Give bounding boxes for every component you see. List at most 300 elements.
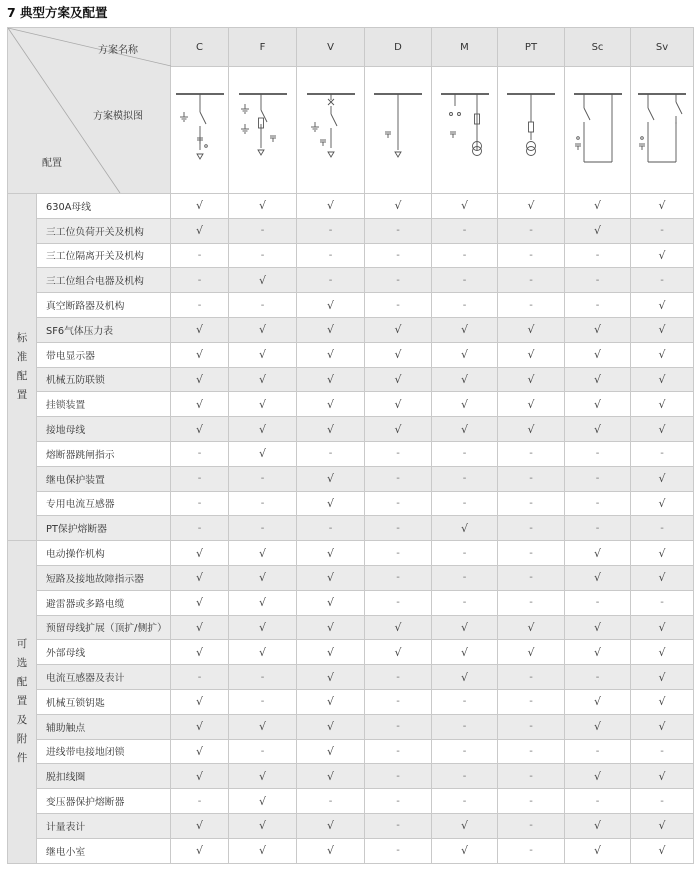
row-label: 短路及接地故障指示器 bbox=[37, 565, 171, 590]
row-label: 专用电流互感器 bbox=[37, 491, 171, 516]
dash-mark: - bbox=[498, 764, 565, 789]
check-mark: √ bbox=[432, 194, 498, 219]
row-label: 三工位隔离开关及机构 bbox=[37, 243, 171, 268]
dash-mark: - bbox=[498, 516, 565, 541]
check-mark: √ bbox=[565, 342, 631, 367]
check-mark: √ bbox=[171, 590, 229, 615]
check-mark: √ bbox=[297, 640, 365, 665]
table-row bbox=[8, 665, 694, 690]
check-mark: √ bbox=[631, 417, 694, 442]
dash-mark: - bbox=[631, 739, 694, 764]
dash-mark: - bbox=[498, 739, 565, 764]
dash-mark: - bbox=[498, 491, 565, 516]
dash-mark: - bbox=[229, 491, 297, 516]
check-mark: √ bbox=[297, 342, 365, 367]
scheme-diagram-f bbox=[229, 67, 297, 194]
check-mark: √ bbox=[297, 838, 365, 863]
check-mark: √ bbox=[565, 838, 631, 863]
dash-mark: - bbox=[498, 218, 565, 243]
table-row bbox=[8, 367, 694, 392]
dash-mark: - bbox=[498, 838, 565, 863]
section-title: 7 典型方案及配置 bbox=[7, 5, 108, 20]
check-mark: √ bbox=[432, 317, 498, 342]
check-mark: √ bbox=[565, 367, 631, 392]
check-mark: √ bbox=[432, 417, 498, 442]
group-char: 置 bbox=[16, 695, 28, 708]
dash-mark: - bbox=[171, 516, 229, 541]
table-row bbox=[8, 764, 694, 789]
table-row bbox=[8, 615, 694, 640]
check-mark: √ bbox=[229, 714, 297, 739]
scheme-diagram-sc bbox=[565, 67, 631, 194]
check-mark: √ bbox=[171, 417, 229, 442]
check-mark: √ bbox=[631, 640, 694, 665]
dash-mark: - bbox=[631, 516, 694, 541]
dash-mark: - bbox=[432, 466, 498, 491]
dash-mark: - bbox=[565, 789, 631, 814]
dash-mark: - bbox=[565, 590, 631, 615]
dash-mark: - bbox=[631, 789, 694, 814]
column-header-c: C bbox=[171, 28, 229, 67]
dash-mark: - bbox=[365, 516, 432, 541]
row-label: 辅助触点 bbox=[37, 714, 171, 739]
dash-mark: - bbox=[171, 491, 229, 516]
check-mark: √ bbox=[297, 813, 365, 838]
scheme-diagram-d bbox=[365, 67, 432, 194]
dash-mark: - bbox=[498, 665, 565, 690]
dash-mark: - bbox=[432, 565, 498, 590]
dash-mark: - bbox=[565, 466, 631, 491]
check-mark: √ bbox=[631, 342, 694, 367]
group-char: 可 bbox=[16, 638, 28, 651]
dash-mark: - bbox=[171, 466, 229, 491]
row-label: PT保护熔断器 bbox=[37, 516, 171, 541]
dash-mark: - bbox=[297, 268, 365, 293]
row-label: SF6气体压力表 bbox=[37, 317, 171, 342]
check-mark: √ bbox=[229, 590, 297, 615]
row-label: 继电保护装置 bbox=[37, 466, 171, 491]
check-mark: √ bbox=[297, 466, 365, 491]
dash-mark: - bbox=[565, 739, 631, 764]
check-mark: √ bbox=[297, 367, 365, 392]
check-mark: √ bbox=[631, 764, 694, 789]
dash-mark: - bbox=[432, 590, 498, 615]
check-mark: √ bbox=[365, 615, 432, 640]
table-row bbox=[8, 243, 694, 268]
single-line-diagram-icon bbox=[303, 88, 359, 172]
column-header-v: V bbox=[297, 28, 365, 67]
check-mark: √ bbox=[171, 541, 229, 566]
check-mark: √ bbox=[498, 342, 565, 367]
row-label: 接地母线 bbox=[37, 417, 171, 442]
check-mark: √ bbox=[565, 392, 631, 417]
check-mark: √ bbox=[297, 194, 365, 219]
check-mark: √ bbox=[229, 317, 297, 342]
column-header-sc: Sc bbox=[565, 28, 631, 67]
check-mark: √ bbox=[565, 317, 631, 342]
check-mark: √ bbox=[432, 813, 498, 838]
table-row bbox=[8, 813, 694, 838]
dash-mark: - bbox=[498, 268, 565, 293]
column-header-f: F bbox=[229, 28, 297, 67]
table-row bbox=[8, 293, 694, 318]
check-mark: √ bbox=[565, 640, 631, 665]
dash-mark: - bbox=[365, 268, 432, 293]
dash-mark: - bbox=[365, 813, 432, 838]
scheme-config-table bbox=[7, 27, 694, 864]
dash-mark: - bbox=[365, 590, 432, 615]
check-mark: √ bbox=[365, 367, 432, 392]
check-mark: √ bbox=[171, 764, 229, 789]
dash-mark: - bbox=[229, 243, 297, 268]
check-mark: √ bbox=[631, 243, 694, 268]
dash-mark: - bbox=[365, 541, 432, 566]
check-mark: √ bbox=[365, 342, 432, 367]
dash-mark: - bbox=[365, 764, 432, 789]
check-mark: √ bbox=[171, 218, 229, 243]
check-mark: √ bbox=[498, 615, 565, 640]
check-mark: √ bbox=[365, 640, 432, 665]
single-line-diagram-icon bbox=[172, 88, 228, 172]
check-mark: √ bbox=[229, 342, 297, 367]
row-label: 继电小室 bbox=[37, 838, 171, 863]
dash-mark: - bbox=[171, 789, 229, 814]
check-mark: √ bbox=[171, 367, 229, 392]
row-label: 三工位负荷开关及机构 bbox=[37, 218, 171, 243]
check-mark: √ bbox=[297, 590, 365, 615]
check-mark: √ bbox=[229, 640, 297, 665]
single-line-diagram-icon bbox=[503, 88, 559, 172]
table-row bbox=[8, 417, 694, 442]
row-label: 变压器保护熔断器 bbox=[37, 789, 171, 814]
dash-mark: - bbox=[171, 268, 229, 293]
scheme-diagram-sv bbox=[631, 67, 694, 194]
scheme-diagram-pt bbox=[498, 67, 565, 194]
dash-mark: - bbox=[432, 714, 498, 739]
check-mark: √ bbox=[365, 194, 432, 219]
scheme-name-label: 方案名称 bbox=[98, 45, 138, 56]
check-mark: √ bbox=[631, 194, 694, 219]
check-mark: √ bbox=[229, 194, 297, 219]
column-header-m: M bbox=[432, 28, 498, 67]
check-mark: √ bbox=[229, 813, 297, 838]
dash-mark: - bbox=[631, 218, 694, 243]
dash-mark: - bbox=[297, 441, 365, 466]
single-line-diagram-icon bbox=[235, 88, 291, 172]
check-mark: √ bbox=[229, 541, 297, 566]
check-mark: √ bbox=[297, 714, 365, 739]
dash-mark: - bbox=[365, 789, 432, 814]
check-mark: √ bbox=[432, 342, 498, 367]
dash-mark: - bbox=[498, 243, 565, 268]
check-mark: √ bbox=[432, 665, 498, 690]
check-mark: √ bbox=[498, 640, 565, 665]
check-mark: √ bbox=[631, 565, 694, 590]
table-row bbox=[8, 491, 694, 516]
group-char: 标 bbox=[16, 332, 28, 345]
table-row bbox=[8, 739, 694, 764]
check-mark: √ bbox=[432, 615, 498, 640]
dash-mark: - bbox=[631, 268, 694, 293]
dash-mark: - bbox=[498, 466, 565, 491]
check-mark: √ bbox=[171, 615, 229, 640]
dash-mark: - bbox=[365, 838, 432, 863]
dash-mark: - bbox=[229, 516, 297, 541]
dash-mark: - bbox=[498, 789, 565, 814]
dash-mark: - bbox=[432, 764, 498, 789]
check-mark: √ bbox=[171, 739, 229, 764]
group-char: 附 bbox=[16, 733, 28, 746]
dash-mark: - bbox=[171, 441, 229, 466]
group-char: 配 bbox=[16, 676, 28, 689]
check-mark: √ bbox=[631, 367, 694, 392]
check-mark: √ bbox=[171, 342, 229, 367]
group-label-optional bbox=[8, 541, 37, 863]
dash-mark: - bbox=[432, 689, 498, 714]
row-label: 计量表计 bbox=[37, 813, 171, 838]
check-mark: √ bbox=[498, 317, 565, 342]
dash-mark: - bbox=[498, 714, 565, 739]
check-mark: √ bbox=[297, 417, 365, 442]
dash-mark: - bbox=[432, 541, 498, 566]
group-char: 配 bbox=[16, 370, 28, 383]
corner-diagonal-lines bbox=[8, 28, 171, 193]
dash-mark: - bbox=[365, 466, 432, 491]
check-mark: √ bbox=[631, 689, 694, 714]
check-mark: √ bbox=[631, 665, 694, 690]
group-char: 置 bbox=[16, 389, 28, 402]
check-mark: √ bbox=[565, 615, 631, 640]
check-mark: √ bbox=[631, 813, 694, 838]
scheme-diagram-m bbox=[432, 67, 498, 194]
table-row bbox=[8, 441, 694, 466]
group-char: 件 bbox=[16, 752, 28, 765]
dash-mark: - bbox=[498, 590, 565, 615]
check-mark: √ bbox=[631, 317, 694, 342]
dash-mark: - bbox=[229, 218, 297, 243]
check-mark: √ bbox=[365, 417, 432, 442]
dash-mark: - bbox=[565, 516, 631, 541]
dash-mark: - bbox=[229, 665, 297, 690]
table-row bbox=[8, 565, 694, 590]
dash-mark: - bbox=[565, 243, 631, 268]
check-mark: √ bbox=[229, 764, 297, 789]
check-mark: √ bbox=[297, 615, 365, 640]
dash-mark: - bbox=[432, 739, 498, 764]
check-mark: √ bbox=[565, 714, 631, 739]
row-label: 脱扣线圈 bbox=[37, 764, 171, 789]
dash-mark: - bbox=[631, 590, 694, 615]
check-mark: √ bbox=[297, 565, 365, 590]
group-char: 及 bbox=[16, 714, 28, 727]
check-mark: √ bbox=[297, 739, 365, 764]
check-mark: √ bbox=[365, 392, 432, 417]
dash-mark: - bbox=[432, 491, 498, 516]
check-mark: √ bbox=[565, 541, 631, 566]
dash-mark: - bbox=[365, 565, 432, 590]
check-mark: √ bbox=[171, 689, 229, 714]
check-mark: √ bbox=[297, 392, 365, 417]
dash-mark: - bbox=[297, 789, 365, 814]
group-char: 选 bbox=[16, 657, 28, 670]
check-mark: √ bbox=[631, 491, 694, 516]
table-row bbox=[8, 838, 694, 863]
check-mark: √ bbox=[297, 541, 365, 566]
check-mark: √ bbox=[432, 392, 498, 417]
table-row bbox=[8, 590, 694, 615]
row-label: 电动操作机构 bbox=[37, 541, 171, 566]
table-row bbox=[8, 194, 694, 219]
check-mark: √ bbox=[432, 838, 498, 863]
check-mark: √ bbox=[297, 665, 365, 690]
header-row bbox=[8, 28, 694, 67]
dash-mark: - bbox=[365, 665, 432, 690]
table-row bbox=[8, 392, 694, 417]
dash-mark: - bbox=[498, 565, 565, 590]
dash-mark: - bbox=[171, 665, 229, 690]
dash-mark: - bbox=[432, 268, 498, 293]
dash-mark: - bbox=[631, 441, 694, 466]
check-mark: √ bbox=[171, 565, 229, 590]
scheme-diagram-label: 方案模拟图 bbox=[93, 111, 143, 122]
dash-mark: - bbox=[432, 218, 498, 243]
row-label: 真空断路器及机构 bbox=[37, 293, 171, 318]
check-mark: √ bbox=[365, 317, 432, 342]
row-label: 挂锁装置 bbox=[37, 392, 171, 417]
row-label: 外部母线 bbox=[37, 640, 171, 665]
check-mark: √ bbox=[229, 392, 297, 417]
table-row bbox=[8, 342, 694, 367]
dash-mark: - bbox=[229, 293, 297, 318]
check-mark: √ bbox=[498, 194, 565, 219]
row-label: 电流互感器及表计 bbox=[37, 665, 171, 690]
dash-mark: - bbox=[229, 689, 297, 714]
dash-mark: - bbox=[229, 739, 297, 764]
dash-mark: - bbox=[365, 293, 432, 318]
dash-mark: - bbox=[565, 441, 631, 466]
check-mark: √ bbox=[631, 714, 694, 739]
dash-mark: - bbox=[565, 665, 631, 690]
check-mark: √ bbox=[565, 194, 631, 219]
check-mark: √ bbox=[171, 194, 229, 219]
column-header-sv: Sv bbox=[631, 28, 694, 67]
table-row bbox=[8, 541, 694, 566]
check-mark: √ bbox=[565, 565, 631, 590]
row-label: 熔断器跳闸指示 bbox=[37, 441, 171, 466]
check-mark: √ bbox=[631, 466, 694, 491]
check-mark: √ bbox=[565, 218, 631, 243]
table-row bbox=[8, 218, 694, 243]
row-label: 机械五防联锁 bbox=[37, 367, 171, 392]
check-mark: √ bbox=[171, 838, 229, 863]
dash-mark: - bbox=[565, 268, 631, 293]
row-label: 避雷器或多路电缆 bbox=[37, 590, 171, 615]
table-row bbox=[8, 789, 694, 814]
check-mark: √ bbox=[432, 367, 498, 392]
table-row bbox=[8, 516, 694, 541]
check-mark: √ bbox=[565, 813, 631, 838]
check-mark: √ bbox=[171, 317, 229, 342]
dash-mark: - bbox=[365, 243, 432, 268]
dash-mark: - bbox=[365, 714, 432, 739]
dash-mark: - bbox=[432, 441, 498, 466]
row-label: 630A母线 bbox=[37, 194, 171, 219]
config-label: 配置 bbox=[42, 158, 62, 169]
check-mark: √ bbox=[171, 392, 229, 417]
check-mark: √ bbox=[631, 838, 694, 863]
single-line-diagram-icon bbox=[570, 88, 626, 172]
check-mark: √ bbox=[229, 417, 297, 442]
table-row bbox=[8, 640, 694, 665]
dash-mark: - bbox=[171, 243, 229, 268]
table-row bbox=[8, 317, 694, 342]
table-row bbox=[8, 689, 694, 714]
dash-mark: - bbox=[365, 491, 432, 516]
single-line-diagram-icon bbox=[634, 88, 690, 172]
scheme-diagram-c bbox=[171, 67, 229, 194]
dash-mark: - bbox=[171, 293, 229, 318]
group-label-standard bbox=[8, 194, 37, 541]
check-mark: √ bbox=[171, 813, 229, 838]
dash-mark: - bbox=[365, 739, 432, 764]
dash-mark: - bbox=[498, 813, 565, 838]
check-mark: √ bbox=[631, 392, 694, 417]
row-label: 机械互锁钥匙 bbox=[37, 689, 171, 714]
dash-mark: - bbox=[297, 243, 365, 268]
check-mark: √ bbox=[297, 491, 365, 516]
check-mark: √ bbox=[565, 689, 631, 714]
group-char: 准 bbox=[16, 351, 28, 364]
dash-mark: - bbox=[498, 541, 565, 566]
check-mark: √ bbox=[297, 293, 365, 318]
check-mark: √ bbox=[229, 268, 297, 293]
dash-mark: - bbox=[565, 491, 631, 516]
dash-mark: - bbox=[565, 293, 631, 318]
check-mark: √ bbox=[171, 640, 229, 665]
scheme-diagram-v bbox=[297, 67, 365, 194]
check-mark: √ bbox=[432, 640, 498, 665]
dash-mark: - bbox=[498, 441, 565, 466]
row-label: 带电显示器 bbox=[37, 342, 171, 367]
check-mark: √ bbox=[565, 417, 631, 442]
check-mark: √ bbox=[631, 293, 694, 318]
check-mark: √ bbox=[229, 367, 297, 392]
check-mark: √ bbox=[171, 714, 229, 739]
column-header-d: D bbox=[365, 28, 432, 67]
check-mark: √ bbox=[229, 838, 297, 863]
row-label: 进线带电接地闭锁 bbox=[37, 739, 171, 764]
row-label: 预留母线扩展（顶扩/侧扩） bbox=[37, 615, 171, 640]
header-corner bbox=[8, 28, 171, 194]
dash-mark: - bbox=[432, 293, 498, 318]
check-mark: √ bbox=[229, 789, 297, 814]
table-row bbox=[8, 714, 694, 739]
dash-mark: - bbox=[432, 243, 498, 268]
check-mark: √ bbox=[432, 516, 498, 541]
dash-mark: - bbox=[297, 516, 365, 541]
table-row bbox=[8, 268, 694, 293]
check-mark: √ bbox=[229, 615, 297, 640]
check-mark: √ bbox=[631, 615, 694, 640]
check-mark: √ bbox=[498, 392, 565, 417]
dash-mark: - bbox=[365, 689, 432, 714]
check-mark: √ bbox=[631, 541, 694, 566]
check-mark: √ bbox=[498, 417, 565, 442]
row-label: 三工位组合电器及机构 bbox=[37, 268, 171, 293]
dash-mark: - bbox=[365, 218, 432, 243]
check-mark: √ bbox=[297, 317, 365, 342]
check-mark: √ bbox=[498, 367, 565, 392]
